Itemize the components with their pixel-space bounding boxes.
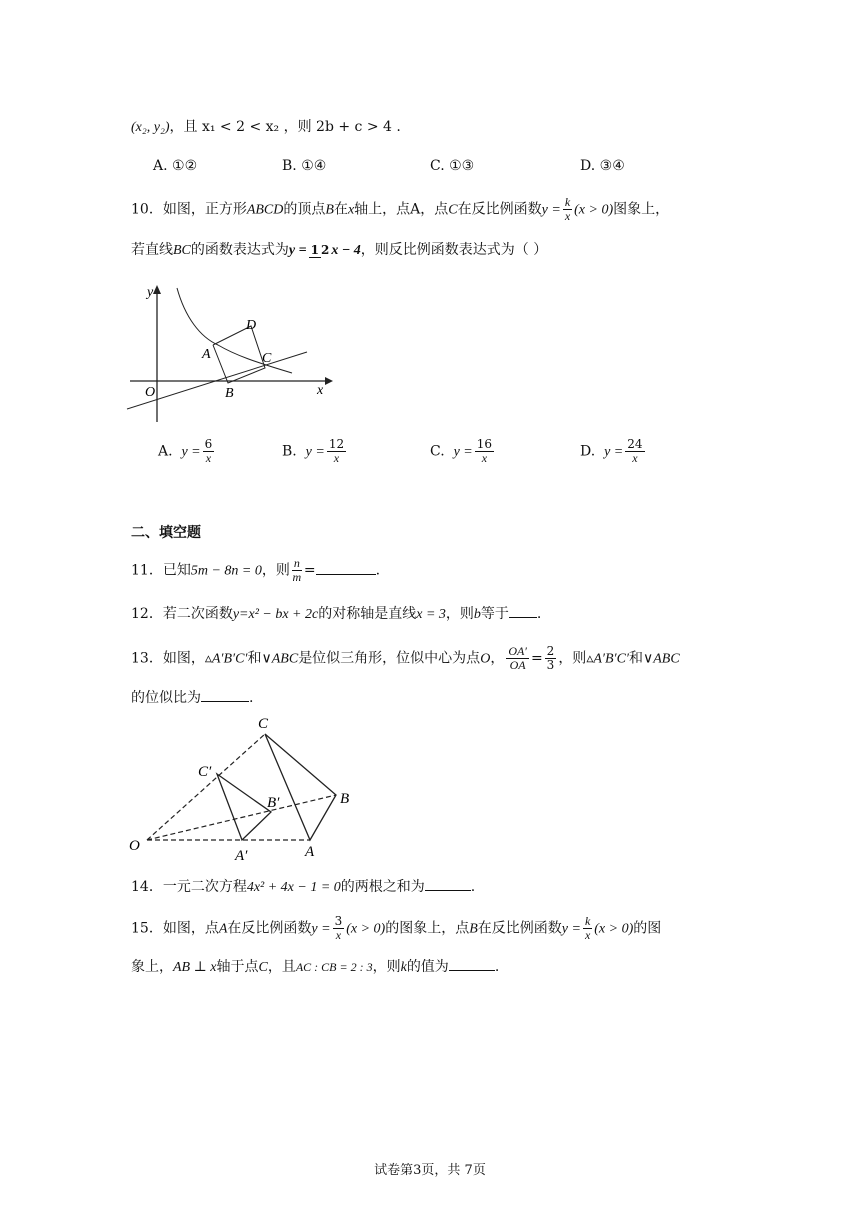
text: 在反比例函数 [477, 920, 562, 937]
text: y = [453, 444, 473, 460]
q10-option-a[interactable] [158, 438, 216, 465]
text: ，则 [372, 959, 401, 975]
q13-line2 [131, 687, 253, 709]
text: . [249, 690, 254, 706]
text: 的图象上，点 [385, 920, 470, 937]
q15-line2 [131, 956, 499, 979]
option-label: A. [158, 443, 173, 460]
numerator: k [584, 914, 591, 928]
numerator: 3 [334, 914, 343, 928]
text: ，且 [267, 959, 296, 975]
fraction [475, 438, 494, 465]
fraction [506, 645, 529, 672]
text: ，则 [261, 562, 290, 579]
option-text: ①③ [449, 158, 475, 174]
text: ，则 [445, 606, 474, 622]
x-axis-label: x [317, 383, 324, 398]
text: y = [181, 444, 201, 460]
text: 11．已知 [131, 562, 191, 579]
text: . [375, 562, 381, 579]
denominator: m [292, 570, 302, 584]
fraction [327, 438, 346, 465]
point-b-label: B [340, 791, 350, 807]
q9-option-b[interactable] [282, 158, 326, 174]
denominator: x [335, 928, 342, 942]
text: 是位似三角形，位似中心为点 [298, 650, 481, 667]
text: AC : CB = 2 : 3 [295, 960, 373, 974]
text: 等于 [480, 606, 509, 622]
text: 5m − 8n = 0 [190, 563, 262, 579]
page-footer: 试卷第3页，共 7页 [374, 1163, 486, 1178]
fraction [203, 438, 215, 465]
q9-option-a[interactable] [153, 158, 197, 174]
origin-label: O [145, 385, 156, 400]
q10-line1 [131, 196, 669, 223]
numerator: 24 [627, 437, 643, 451]
text: y = [288, 243, 307, 258]
numerator: k [564, 195, 571, 209]
denominator: 2 [320, 242, 330, 257]
text: BC [173, 243, 191, 258]
text: . [470, 879, 476, 895]
text: y=x² − bx + 2c [232, 607, 319, 622]
answer-blank[interactable] [449, 956, 495, 971]
text: x [347, 202, 355, 218]
text: ， [490, 650, 505, 667]
text: (x > 0) [346, 921, 386, 937]
answer-blank[interactable] [201, 687, 249, 702]
numerator: OA′ [508, 644, 527, 658]
text: y = [604, 444, 624, 460]
text: = [530, 650, 543, 667]
answer-blank[interactable] [316, 560, 376, 575]
text: 图象上， [613, 201, 670, 218]
text: (x > 0) [594, 921, 634, 937]
text: 的两根之和为 [340, 879, 425, 895]
q9-condition: ，且 x₁ < 2 < x₂ ，则 2b + c > 4 . [169, 119, 401, 135]
point-b-prime-label: B′ [267, 795, 280, 811]
fraction [545, 645, 557, 672]
option-label: B. [282, 158, 297, 174]
point-d-label: D [246, 318, 257, 333]
text: b [473, 607, 481, 622]
text: ，则 [558, 650, 587, 667]
q14 [131, 876, 475, 899]
text: 的位似比为 [131, 690, 201, 706]
text: ▵A′B′C′ [204, 651, 248, 667]
q10-line2 [131, 239, 547, 262]
text: 12．若二次函数 [131, 606, 233, 622]
q13-line1 [131, 645, 680, 672]
text: AB ⊥ x [173, 960, 217, 975]
numerator: 16 [476, 437, 493, 451]
denominator: OA [509, 658, 526, 672]
text: 的对称轴是直线 [318, 606, 417, 622]
q11 [131, 557, 380, 584]
text: 10．如图，正方形 [131, 201, 247, 218]
text: 4x² + 4x − 1 = 0 [246, 880, 341, 895]
section-heading: 二、填空题 [131, 525, 201, 541]
fraction [625, 438, 644, 465]
text: y = [541, 202, 561, 218]
option-label: D. [580, 158, 596, 174]
y-axis-label: y [147, 285, 154, 300]
text: . [536, 606, 542, 622]
q15-line1 [131, 915, 661, 942]
text: 在反比例函数 [457, 201, 542, 218]
q12 [131, 603, 541, 626]
point-c-prime-label: C′ [198, 764, 212, 780]
text: 和 [247, 650, 262, 667]
numerator: 2 [546, 644, 555, 658]
denominator: x [564, 209, 571, 223]
denominator: x [205, 451, 212, 465]
text: B [325, 202, 334, 218]
option-label: C. [430, 443, 445, 460]
text: 的函数表达式为 [190, 242, 289, 258]
text: C [448, 202, 458, 218]
point-a-label: A [202, 347, 211, 362]
text: y = [305, 444, 325, 460]
option-text: ①④ [301, 158, 327, 174]
q10-figure [125, 282, 340, 427]
text: ▵A′B′C′ [586, 651, 629, 667]
numerator: n [293, 556, 300, 570]
q13-figure [125, 712, 370, 867]
text: . [494, 959, 500, 975]
text: C [258, 960, 268, 975]
text: x = 3 [416, 607, 446, 622]
text: 在 [333, 201, 348, 218]
numerator: 1 [310, 242, 319, 257]
option-label: D. [580, 443, 596, 460]
denominator: x [584, 928, 591, 942]
answer-blank[interactable] [509, 603, 537, 618]
text: 14．一元二次方程 [131, 879, 247, 895]
fraction [309, 244, 330, 257]
text: (x > 0) [574, 202, 614, 218]
denominator: x [333, 451, 340, 465]
q9-tail [131, 116, 401, 139]
text: 15．如图，点 [131, 920, 219, 937]
q9-point: (x₂, y₂) [131, 120, 170, 135]
text: 的顶点 [283, 201, 326, 218]
q10-option-b[interactable] [282, 438, 348, 465]
denominator: 3 [546, 658, 555, 672]
numerator: 12 [328, 437, 345, 451]
text: 的图 [633, 920, 662, 937]
text: 在反比例函数 [227, 920, 312, 937]
fraction [563, 196, 572, 223]
option-label: B. [282, 443, 297, 460]
q10-option-d[interactable] [580, 438, 647, 465]
text: B [469, 921, 478, 937]
option-label: C. [430, 158, 445, 174]
point-c-label: C [262, 351, 272, 366]
text: 13．如图， [131, 650, 205, 667]
point-c-label: C [258, 716, 269, 732]
point-b-label: B [225, 386, 234, 401]
q10-option-c[interactable] [430, 438, 496, 465]
text: ∨ABC [261, 651, 299, 667]
option-text: ①② [172, 158, 198, 174]
text: x − 4 [331, 243, 361, 258]
text: 轴于点 [216, 959, 259, 975]
text: ，则反比例函数表达式为（ ） [360, 242, 548, 258]
point-o-label: O [129, 838, 140, 854]
numerator: 6 [204, 437, 213, 451]
text: y = [561, 921, 581, 937]
point-a-prime-label: A′ [235, 848, 248, 864]
text: ∨ABC [642, 651, 680, 667]
q9-option-d[interactable] [580, 158, 625, 174]
text: 和 [628, 650, 643, 667]
fraction [583, 915, 592, 942]
text: 象上， [131, 959, 173, 975]
text: 的值为 [406, 959, 449, 975]
text: 若直线 [131, 242, 173, 258]
fraction [292, 557, 302, 584]
option-text: ③④ [599, 158, 625, 174]
text: 轴上，点A，点 [354, 201, 449, 218]
text: A [218, 921, 228, 937]
text: ABCD [246, 202, 284, 218]
denominator: x [632, 451, 638, 465]
text: y = [311, 921, 331, 937]
denominator: x [481, 451, 488, 465]
fraction [333, 915, 345, 942]
answer-blank[interactable] [425, 876, 471, 891]
text: k [400, 960, 407, 975]
q9-option-c[interactable] [430, 158, 474, 174]
option-label: A. [153, 158, 168, 174]
text: = [303, 562, 316, 579]
point-a-label: A [305, 844, 315, 860]
text: O [480, 651, 491, 667]
